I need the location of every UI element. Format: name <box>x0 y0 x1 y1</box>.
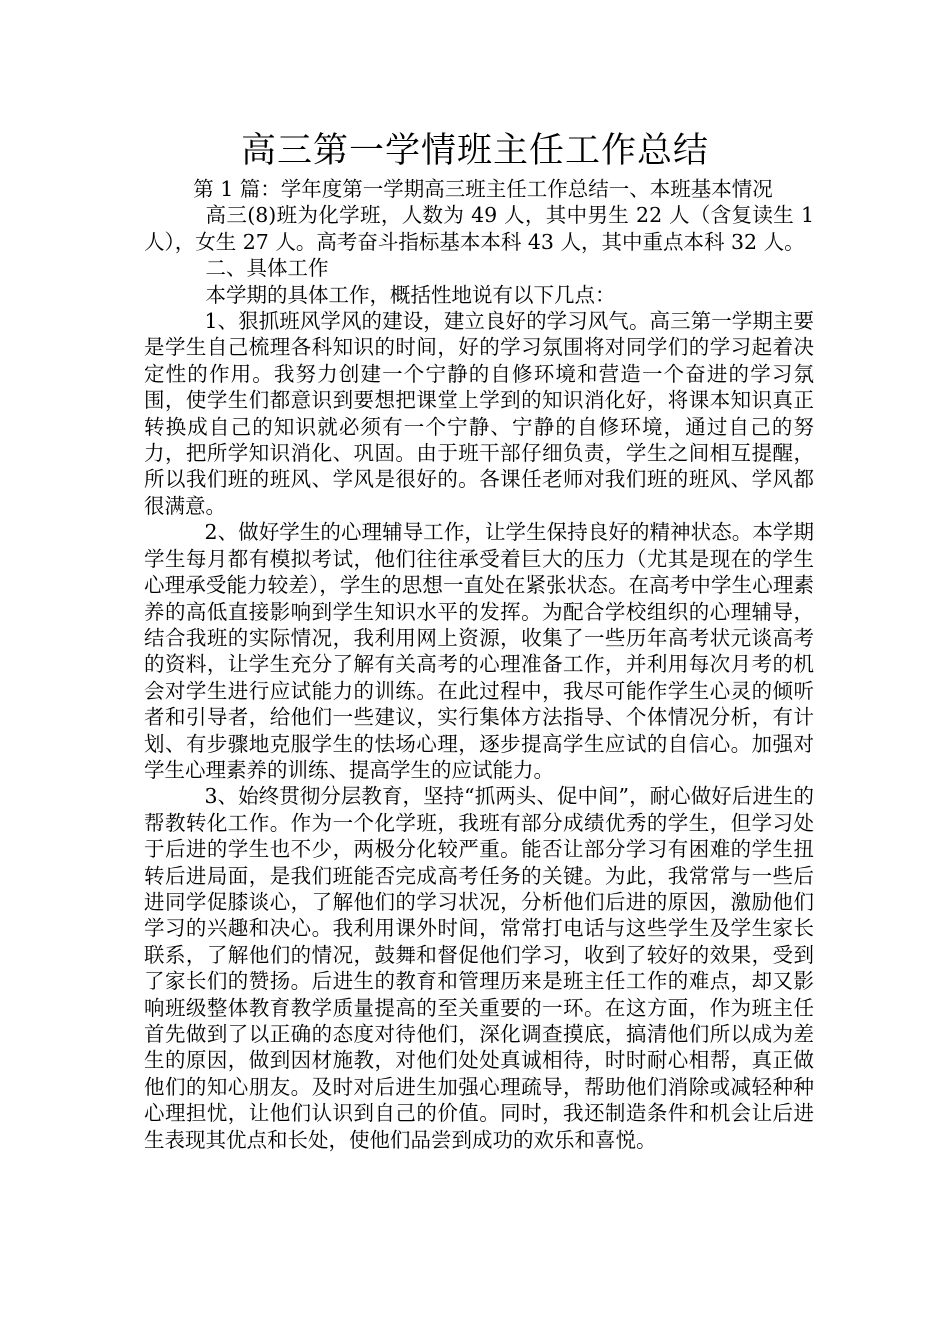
paragraph-point-3: 3、始终贯彻分层教育，坚持“抓两头、促中间”，耐心做好后进生的帮教转化工作。作为一个化学班，我班有部分成绩优秀的学生，但学习处于后进的学生也不少，两极分化较严重。能否让部分学习有困难的学生扭转后进局面，是我们班能否完成高考任务的关键。为此，我常常与一些后进同学促膝谈心，了解他们的学习状况，分析他们后进的原因，激励他们学习的兴趣和决心。我利用课外时间，常常打电话与这些学生及学生家长联系，了解他们的情况，鼓舞和督促他们学习，收到了较好的效果，受到了家长们的赞扬。后进生的教育和管理历来是班主任工作的难点，却又影响班级整体教育教学质量提高的至关重要的一环。在这方面，作为班主任首先做到了以正确的态度对待他们，深化调查摸底，搞清他们所以成为差生的原因，做到因材施教，对他们处处真诚相待，时时耐心相帮，真正做他们的知心朋友。及时对后进生加强心理疏导，帮助他们消除或减轻种种心理担忧，让他们认识到自己的价值。同时，我还制造条件和机会让后进生表现其优点和长处，使他们品尝到成功的欢乐和喜悦。 <box>144 784 814 1152</box>
paragraph-class-info: 高三(8)班为化学班，人数为 49 人，其中男生 22 人（含复读生 1 人），女生 27 人。高考奋斗指标基本本科 43 人，其中重点本科 32 人。 <box>144 203 814 254</box>
paragraph-point-1: 1、狠抓班风学风的建设，建立良好的学习风气。高三第一学期主要是学生自己梳理各科知识的时间，好的学习氛围将对同学们的学习起着决定性的作用。我努力创建一个宁静的自修环境和营造一个奋进的学习氛围，使学生们都意识到要想把课堂上学到的知识消化好，将课本知识真正转换成自己的知识就必须有一个宁静、宁静的自修环境，通过自己的努力，把所学知识消化、巩固。由于班干部仔细负责，学生之间相互提醒，所以我们班的班风、学风是很好的。各课任老师对我们班的班风、学风都很满意。 <box>144 309 814 518</box>
section-heading-work: 二、具体工作 <box>205 256 329 281</box>
document-title: 高三第一学情班主任工作总结 <box>240 131 709 171</box>
paragraph-summary-lead: 本学期的具体工作，概括性地说有以下几点： <box>205 282 616 307</box>
paragraph-point-2: 2、做好学生的心理辅导工作，让学生保持良好的精神状态。本学期学生每月都有模拟考试，他们往往承受着巨大的压力（尤其是现在的学生心理承受能力较差），学生的思想一直处在紧张状态。在高考中学生心理素养的高低直接影响到学生知识水平的发挥。为配合学校组织的心理辅导，结合我班的实际情况，我利用网上资源，收集了一些历年高考状元谈高考的资料，让学生充分了解有关高考的心理准备工作，并利用每次月考的机会对学生进行应试能力的训练。在此过程中，我尽可能作学生心灵的倾听者和引导者，给他们一些建议，实行集体方法指导、个体情况分析，有计划、有步骤地克服学生的怯场心理，逐步提高学生应试的自信心。加强对学生心理素养的训练、提高学生的应试能力。 <box>144 520 814 782</box>
document-body <box>144 176 814 1153</box>
paragraph-intro: 第 1 篇：学年度第一学期高三班主任工作总结一、本班基本情况 <box>193 177 773 201</box>
